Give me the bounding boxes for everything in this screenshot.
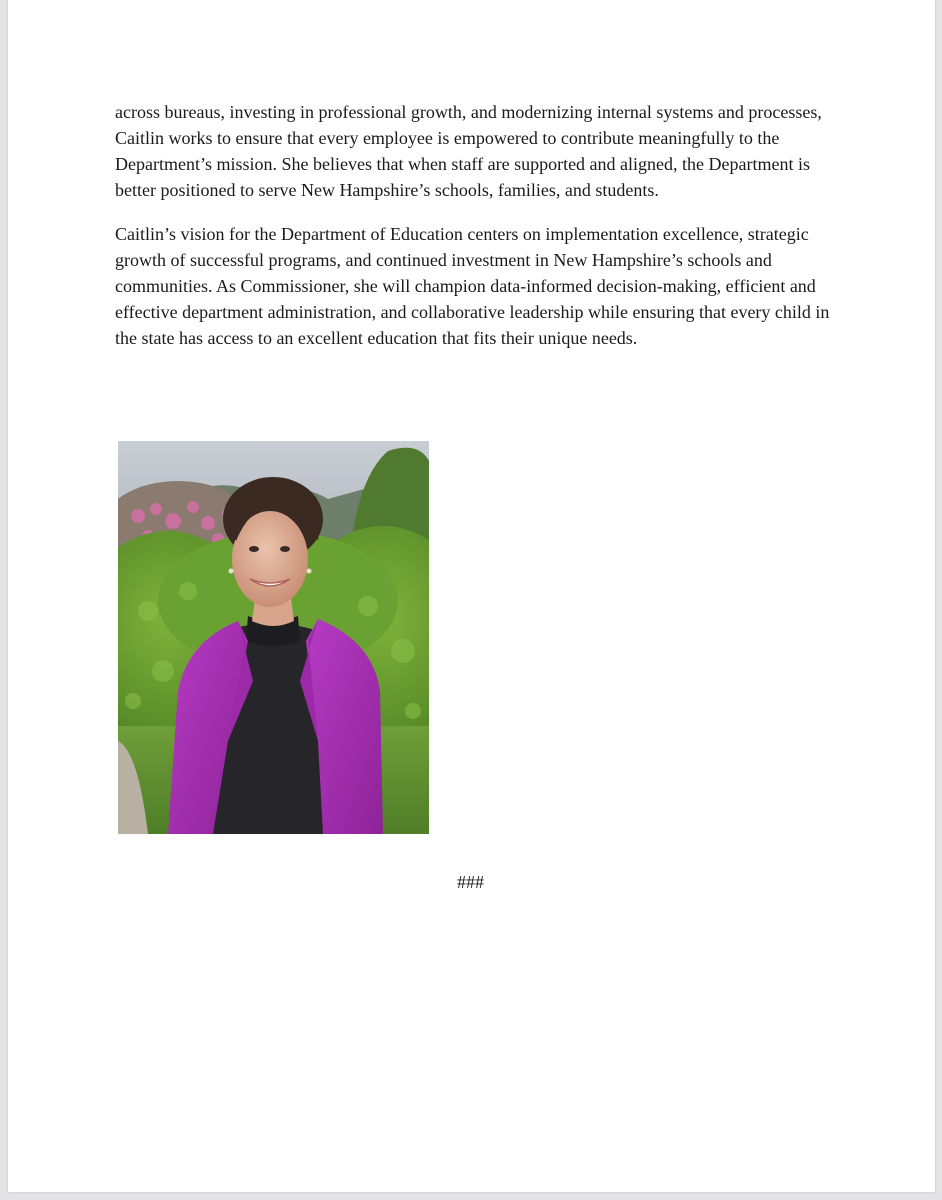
paragraph-2: Caitlin’s vision for the Department of Education centers on implementation excellence, strategic growth of successful programs, and continued investment in New Hampshire’s schools and communities. As Commissioner, she will champion data-informed decision-making, efficient and effective department administration, and collaborative leadership while ensuring that every child in the state has access to an excellent education that fits their unique needs.: [115, 224, 830, 348]
body-text: [115, 99, 845, 369]
end-mark: ###: [457, 872, 484, 892]
document-page: [8, 0, 935, 1192]
portrait-photo: [118, 441, 429, 834]
paragraph-1: across bureaus, investing in professional growth, and modernizing internal systems and processes, Caitlin works to ensure that every employee is empowered to contribute meaningfully to the Department’s mission. She believes that when staff are supported and aligned, the Department is better positioned to serve New Hampshire’s schools, families, and students.: [115, 102, 822, 200]
